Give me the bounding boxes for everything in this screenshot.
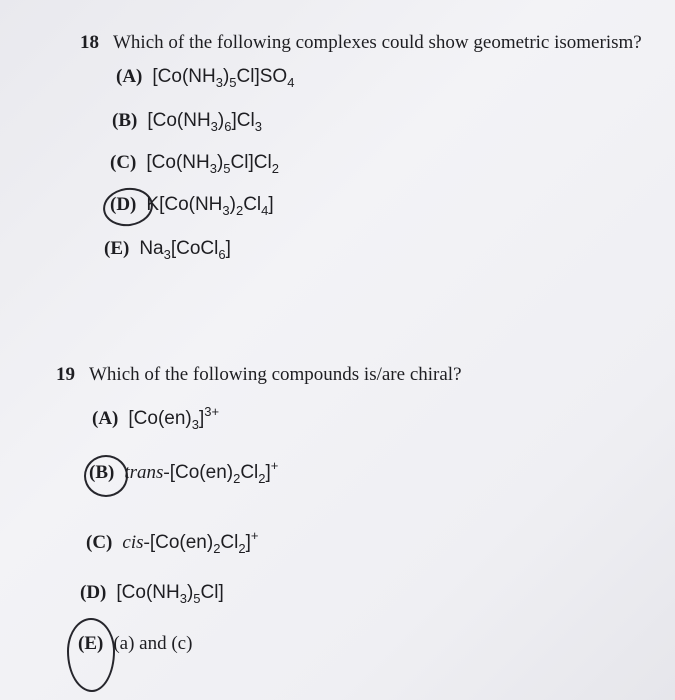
- option-letter: (D): [110, 194, 137, 215]
- option-formula: $[Co(NH_3)_6]Cl_3$: [147, 110, 262, 134]
- question-19: [56, 364, 462, 386]
- q18-option-a: [116, 66, 294, 88]
- option-letter: (D): [80, 582, 107, 603]
- option-letter: (E): [78, 633, 104, 654]
- option-text: (a) and (c): [113, 633, 193, 654]
- option-letter: (B): [89, 462, 115, 483]
- q19-option-a: [92, 404, 220, 432]
- option-letter: (C): [86, 532, 113, 553]
- option-letter: (C): [110, 152, 137, 173]
- option-formula: $Na_3[CoCl_6]$: [139, 238, 231, 262]
- q19-option-e: [78, 633, 192, 655]
- q19-option-b: [89, 458, 279, 486]
- option-letter: (B): [112, 110, 138, 131]
- option-letter: (E): [104, 238, 130, 259]
- option-prefix: cis-: [122, 532, 150, 553]
- question-number: 19: [56, 364, 75, 385]
- option-formula: $[Co(NH_3)_5Cl]SO_4$: [152, 66, 295, 90]
- option-formula: $[Co(en)_2Cl_2]^+$: [169, 458, 279, 486]
- option-formula: $[Co(NH_3)_5Cl]$: [116, 582, 224, 606]
- question-text: Which of the following complexes could show geometric isomerism?: [113, 32, 642, 53]
- q19-option-c: [86, 528, 259, 556]
- option-letter: (A): [116, 66, 143, 87]
- option-prefix: trans-: [124, 462, 170, 483]
- q18-option-b: [112, 110, 262, 132]
- q19-option-d: [80, 582, 224, 604]
- q18-option-d: [110, 194, 274, 216]
- option-formula: $[Co(en)_2Cl_2]^+$: [149, 528, 259, 556]
- option-formula: $[Co(NH_3)_5Cl]Cl_2$: [146, 152, 279, 176]
- question-text: Which of the following compounds is/are chiral?: [89, 364, 462, 385]
- question-18: [80, 32, 642, 54]
- option-formula: $K[Co(NH_3)_2Cl_4]$: [146, 194, 274, 218]
- q19-e-answer-circle: [67, 618, 115, 692]
- option-formula: $[Co(en)_3]^{3+}$: [128, 404, 220, 432]
- q18-option-c: [110, 152, 279, 174]
- question-number: 18: [80, 32, 99, 53]
- option-letter: (A): [92, 408, 119, 429]
- q18-option-e: [104, 238, 231, 260]
